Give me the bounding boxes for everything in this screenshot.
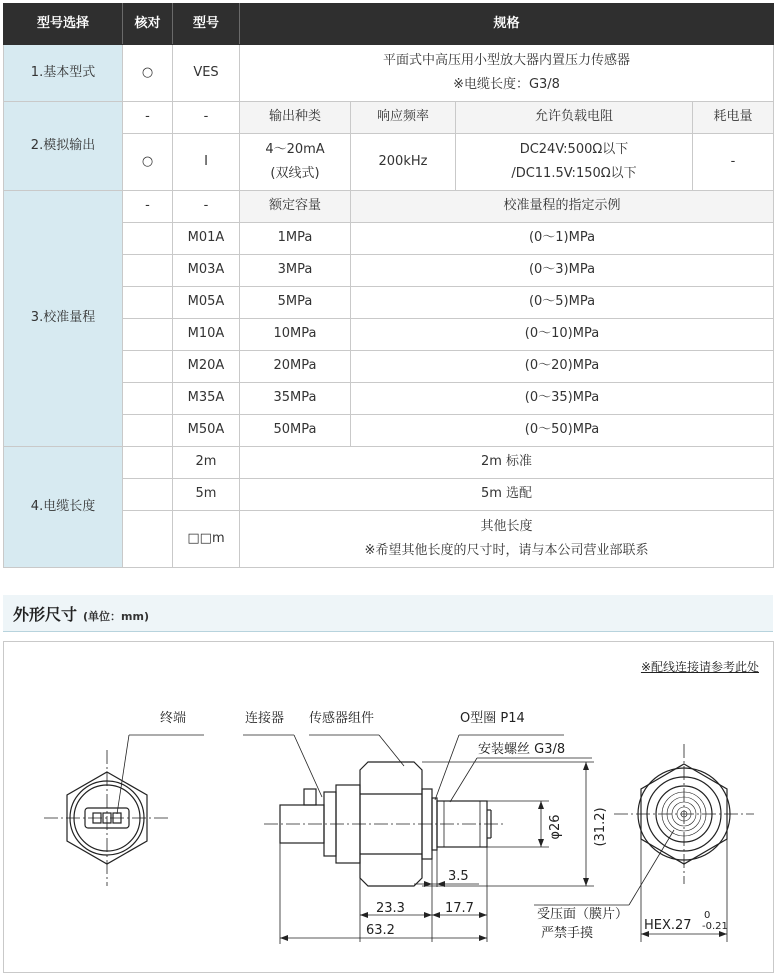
range-example-cell: (0～10)MPa	[351, 319, 774, 351]
cable-spec-cell	[240, 511, 774, 568]
category-cable: 4.电缆长度	[4, 447, 123, 568]
spec-table	[3, 3, 774, 568]
category-analog: 2.模拟输出	[4, 102, 123, 191]
subheader-power: 耗电量	[693, 102, 774, 134]
model-cell: I	[173, 134, 240, 191]
label-pressure-face: 受压面（膜片）	[537, 907, 629, 922]
side-view-sensor	[264, 762, 504, 886]
header-check: 核对	[123, 4, 173, 45]
header-spec: 规格	[240, 4, 774, 45]
dimension-drawing	[3, 641, 774, 973]
model-cell: M01A	[173, 223, 240, 255]
subheader-capacity: 额定容量	[240, 191, 351, 223]
model-cell: VES	[173, 45, 240, 102]
check-cell: -	[123, 191, 173, 223]
cable-spec-line: 其他长度	[480, 518, 533, 534]
range-example-cell: (0～20)MPa	[351, 351, 774, 383]
capacity-cell: 5MPa	[240, 287, 351, 319]
check-cell: ○	[123, 45, 173, 102]
subheader-range-example: 校准量程的指定示例	[351, 191, 774, 223]
model-cell: 2m	[173, 447, 240, 479]
check-cell	[123, 351, 173, 383]
check-cell	[123, 511, 173, 568]
model-cell: M10A	[173, 319, 240, 351]
table-row	[4, 102, 774, 134]
cable-spec-cell: 2m 标准	[240, 447, 774, 479]
check-cell	[123, 447, 173, 479]
capacity-cell: 20MPa	[240, 351, 351, 383]
capacity-cell: 50MPa	[240, 415, 351, 447]
spec-line: ※电缆长度：G3/8	[453, 77, 560, 92]
load-cell	[456, 134, 693, 191]
label-dim-23-3: 23.3	[376, 901, 405, 916]
range-example-cell: (0～50)MPa	[351, 415, 774, 447]
spec-line: 平面式中高压用小型放大器内置压力传感器	[383, 52, 631, 68]
spec-cell	[240, 45, 774, 102]
check-cell	[123, 223, 173, 255]
label-dim-63-2: 63.2	[366, 923, 395, 938]
load-line: /DC11.5V:150Ω以下	[511, 166, 637, 181]
section-title-bar	[3, 595, 773, 632]
label-connector: 连接器	[245, 711, 285, 726]
front-view-connector	[44, 735, 204, 886]
label-diameter: φ26	[548, 814, 563, 840]
model-cell: -	[173, 191, 240, 223]
label-hex-tolerance-lower: -0.21	[702, 921, 728, 932]
subheader-load: 允许负载电阻	[456, 102, 693, 134]
check-cell	[123, 479, 173, 511]
subheader-frequency: 响应频率	[351, 102, 456, 134]
frequency-cell: 200kHz	[351, 134, 456, 191]
capacity-cell: 35MPa	[240, 383, 351, 415]
category-basic: 1.基本型式	[4, 45, 123, 102]
label-terminal: 终端	[160, 711, 187, 726]
capacity-cell: 3MPa	[240, 255, 351, 287]
table-row	[4, 191, 774, 223]
model-cell: M20A	[173, 351, 240, 383]
output-cell	[240, 134, 351, 191]
label-oring: O型圈 P14	[460, 711, 525, 726]
table-row	[4, 447, 774, 479]
output-line: (双线式)	[270, 166, 320, 181]
section-unit: (单位：mm)	[83, 610, 149, 623]
label-thread: 安装螺丝 G3/8	[478, 742, 566, 757]
power-cell: -	[693, 134, 774, 191]
range-example-cell: (0～35)MPa	[351, 383, 774, 415]
dimension-drawing-svg	[4, 642, 773, 972]
label-hex: HEX.27	[644, 918, 692, 933]
model-cell: -	[173, 102, 240, 134]
cable-spec-cell: 5m 选配	[240, 479, 774, 511]
check-cell: -	[123, 102, 173, 134]
check-cell	[123, 383, 173, 415]
label-height: (31.2)	[593, 807, 608, 847]
table-row	[4, 45, 774, 102]
label-sensor-assembly: 传感器组件	[309, 711, 375, 726]
check-cell	[123, 287, 173, 319]
section-title-text: 外形尺寸	[13, 605, 78, 624]
model-cell: M50A	[173, 415, 240, 447]
check-cell: ○	[123, 134, 173, 191]
model-cell: M05A	[173, 287, 240, 319]
model-cell: M03A	[173, 255, 240, 287]
label-dim-17-7: 17.7	[445, 901, 474, 916]
cable-spec-line: ※希望其他长度的尺寸时，请与本公司营业部联系	[364, 543, 649, 558]
output-line: 4～20mA	[265, 141, 325, 157]
wiring-reference-link[interactable]: ※配线连接请参考此处	[640, 660, 759, 674]
header-model-selection: 型号选择	[4, 4, 123, 45]
model-cell: M35A	[173, 383, 240, 415]
model-cell: □□m	[173, 511, 240, 568]
subheader-output: 输出种类	[240, 102, 351, 134]
section-title	[13, 602, 149, 625]
header-model: 型号	[173, 4, 240, 45]
range-example-cell: (0～5)MPa	[351, 287, 774, 319]
range-example-cell: (0～3)MPa	[351, 255, 774, 287]
table-header-row	[4, 4, 774, 45]
label-hex-tolerance-upper: 0	[704, 910, 711, 921]
label-dim-3-5: 3.5	[448, 869, 469, 884]
load-line: DC24V:500Ω以下	[519, 141, 629, 157]
capacity-cell: 10MPa	[240, 319, 351, 351]
model-cell: 5m	[173, 479, 240, 511]
range-example-cell: (0～1)MPa	[351, 223, 774, 255]
check-cell	[123, 255, 173, 287]
label-no-touch: 严禁手摸	[541, 926, 594, 941]
check-cell	[123, 319, 173, 351]
capacity-cell: 1MPa	[240, 223, 351, 255]
check-cell	[123, 415, 173, 447]
category-range: 3.校准量程	[4, 191, 123, 447]
